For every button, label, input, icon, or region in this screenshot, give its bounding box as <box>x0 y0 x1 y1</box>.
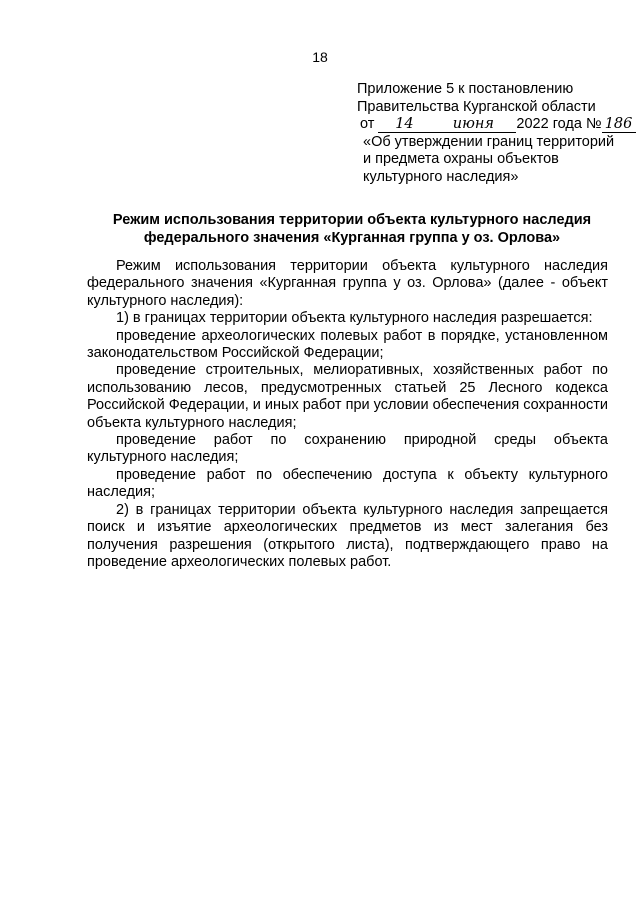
appendix-year-number-label: 2022 года № <box>516 116 602 132</box>
paragraph-permitted-nature: проведение работ по сохранению природной среды объекта культурного наследия; <box>87 432 608 466</box>
appendix-line-2: Правительства Курганской области <box>357 98 596 115</box>
appendix-header <box>357 81 633 186</box>
handwritten-day: 14 <box>378 117 430 133</box>
title-line-2: федерального значения «Курганная группа у оз. Орлова» <box>143 230 561 246</box>
document-body <box>87 258 608 571</box>
handwritten-number: 186 <box>602 117 636 133</box>
paragraph-permitted-construction: проведение строительных, мелиоративных, хозяйственных работ по использованию лесов, предусмотренных статьей 25 Лесного кодекса Российской Федерации, и иных работ при условии обеспечения сохранности объекта культурного наследия; <box>87 362 608 431</box>
page-number: 18 <box>312 49 328 65</box>
document-title <box>92 211 612 247</box>
title-line-1: Режим использования территории объекта культурного наследия <box>112 212 592 228</box>
paragraph-permitted-heading: 1) в границах территории объекта культурного наследия разрешается: <box>116 310 593 327</box>
appendix-line-5: и предмета охраны объектов <box>363 151 559 167</box>
appendix-line-6: культурного наследия» <box>363 168 519 185</box>
paragraph-intro: Режим использования территории объекта культурного наследия федерального значения «Курганная группа у оз. Орлова» (далее - объект культурного наследия): <box>87 258 608 309</box>
paragraph-permitted-archaeology: проведение археологических полевых работ в порядке, установленном законодательством Российской Федерации; <box>87 327 608 362</box>
handwritten-month: июня <box>430 117 516 133</box>
paragraph-prohibited: 2) в границах территории объекта культурного наследия запрещается поиск и изъятие археологических предметов из мест залегания без получения разрешения (открытого листа), подтверждающего право на проведение археологических полевых работ. <box>87 501 608 570</box>
appendix-date-line <box>357 116 633 134</box>
appendix-line-4: «Об утверждении границ территорий <box>363 133 615 150</box>
appendix-from-label: от <box>360 116 375 132</box>
appendix-line-1: Приложение 5 к постановлению <box>357 81 574 97</box>
paragraph-permitted-access: проведение работ по обеспечению доступа к объекту культурного наследия; <box>87 466 608 501</box>
